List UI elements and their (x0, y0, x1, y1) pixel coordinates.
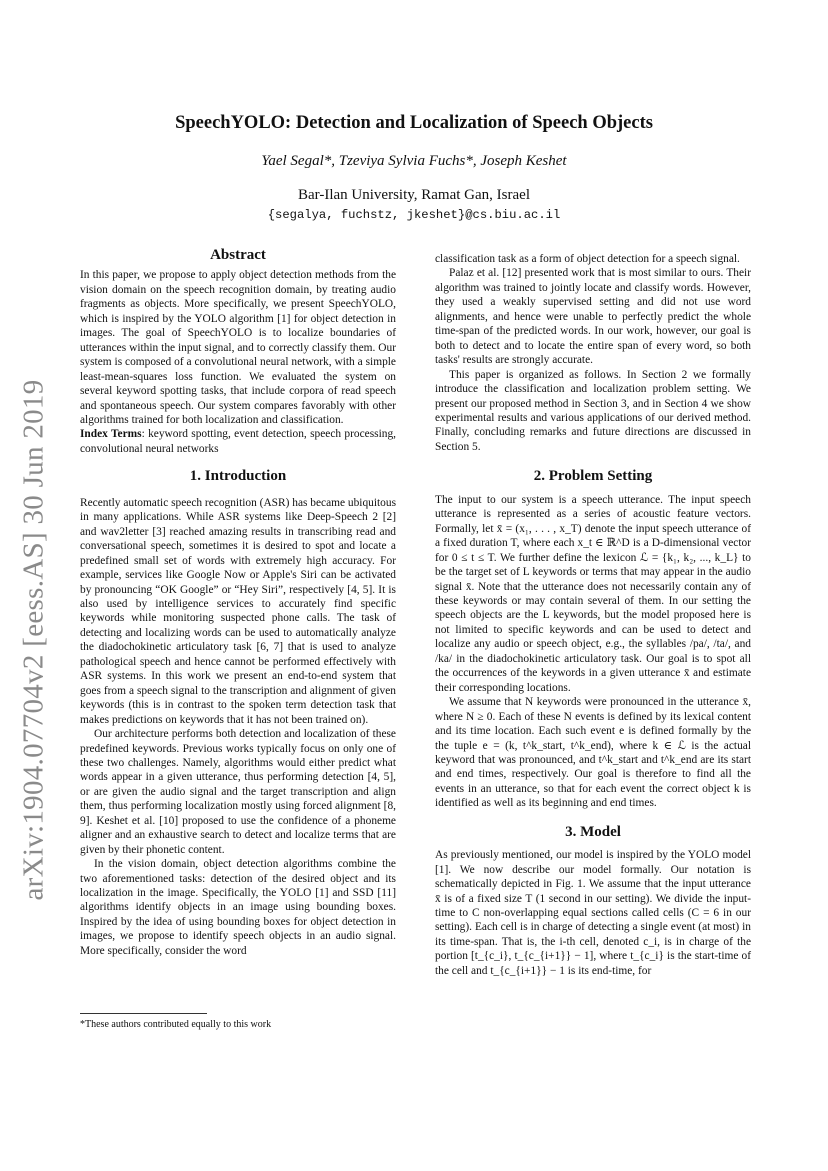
footnote-divider (80, 1013, 207, 1014)
index-terms-text: : keyword spotting, event detection, speech processing, convolutional neural networks (80, 428, 396, 455)
intro-paragraph-5: Palaz et al. [12] presented work that is most similar to ours. Their algorithm was trained to jointly locate and classify words. However, they used a weakly supervised setting and did not use word alignments, and hence were unable to perfectly predict the whole time-span of the predicted words. In our work, however, our goal is both to detect and to locate the entire span of every word, so both tasks' results are strongly accurate. (435, 267, 751, 367)
model-paragraph-1: As previously mentioned, our model is inspired by the YOLO model [1]. We now describe our model formally. Our notation is schematically depicted in Fig. 1. We assume that the input utterance x̄ is of a fixed size T (1 second in our setting). We divide the input-time to C non-overlapping equal sections called cells (C = 6 in our setting). Each cell is in charge of detecting a single event (at most) in its time-span. That is, the i-th cell, denoted c_i, is in charge of the portion [t_{c_i}, t_{c_{i+1}} − 1], where t_{c_i} is the start-time of the cell and t_{c_{i+1}} − 1 is its end-time, for (435, 849, 751, 977)
intro-paragraph-1: Recently automatic speech recognition (ASR) has became ubiquitous in many applications. While ASR systems like Deep-Speech 2 [2] and wav2letter [3] reached amazing results in transcribing read and conversational speech, sometimes it is desired to spot and locate a predefined small set of words with extremely high accuracy. For example, services like Google Now or Apple's Siri can be activated by pronouncing “OK Google” or “Hey Siri”, respectively [4, 5]. It is also used by intelligence services to accurately find specific keywords while monitoring suspected phone calls. The task of detecting and localizing words can be used to automatically analyze the diadochokinetic articulatory task [6, 7] that is used to analyze pathological speech and hence cannot be performed effectively with ASR systems. In this work we present an end-to-end system that goes from a speech signal to the transcription and alignment of given keywords (this is in contrast to the spoken term detection task that makes predictions on keywords that it has not been trained on). (80, 496, 397, 726)
footnote: *These authors contributed equally to this work (80, 1019, 272, 1030)
problem-paragraph-1: The input to our system is a speech utterance. The input speech utterance is represented as a series of acoustic feature vectors. Formally, let x̄ = (x₁, . . . , x_T) denote the input speech utterance of a fixed duration T, where each x_t ∈ ℝ^D is a D-dimensional vector for 0 ≤ t ≤ T. We further define the lexicon ℒ = {k₁, k₂, ..., k_L} to be the target set of L keywords or terms that may appear in the audio signal x̄. Note that the utterance does not necessarily contain any of these keywords or may contain several of them. In our setting the speech objects are the L keywords, but the model proposed here is not limited to specific keywords and can be used to detect and localize any audio or speech object, e.g., the syllables /pa/, /ta/, and /ka/ in the diadochokinetic articulatory task. Our goal is to spot all the occurrences of the keywords in a given utterance x̄ and estimate their corresponding locations. (435, 493, 751, 694)
problem-paragraph-2: We assume that N keywords were pronounced in the utterance x̄, where N ≥ 0. Each of these N events is defined by its lexical content and its time location. Each such event e is defined formally by the the tuple e = (k, t^k_start, t^k_end), where k ∈ ℒ is the actual keyword that was pronounced, and t^k_start and t^k_end are its start and end times, respectively. Our goal is therefore to find all the events in an utterance, so that for each event the correct object k is identified as well as its beginning and end times. (435, 696, 751, 810)
abstract-text: In this paper, we propose to apply object detection methods from the vision domain on the speech recognition domain, by treating audio fragments as objects. More specifically, we present SpeechYOLO, which is inspired by the YOLO algorithm [1] for object detection in images. The goal of SpeechYOLO is to localize boundaries of utterances within the input signal, and to correctly classify them. Our system is composed of a convolutional neural network, with a simple least-mean-squares loss function. We evaluated the system on several keyword spotting tasks, that include corpora of read speech and spontaneous speech. Our system compares favorably with other algorithms trained for both localization and classification. (80, 269, 396, 426)
arxiv-identifier (14, 260, 54, 1020)
paper-affiliation: Bar-Ilan University, Ramat Gan, Israel (298, 187, 530, 203)
intro-paragraph-2: Our architecture performs both detection and localization of these predefined keywords. Previous works typically focus on only one of these two challenges. Namely, algorithms would either predict what words appear in a given utterance, thus performing detection [4, 5], or are given the audio signal and the target transcription and align them, thus performing localization mostly using forced alignment [8, 9]. Keshet et al. [10] proposed to use the confidence of a phoneme aligner and an exhaustive search to detect and localize terms that are given by their phonetic content. (80, 728, 396, 856)
section-heading-problem-setting: 2. Problem Setting (533, 468, 653, 485)
abstract-heading: Abstract (210, 247, 266, 263)
right-column (435, 252, 751, 978)
paper-title: SpeechYOLO: Detection and Localization of Speech Objects (175, 113, 653, 133)
arxiv-id-text: arXiv:1904.07704v2 [eess.AS] 30 Jun 2019 (17, 379, 50, 901)
left-column (80, 248, 396, 958)
section-heading-introduction: 1. Introduction (189, 468, 287, 485)
index-terms-label: Index Terms (80, 428, 142, 441)
intro-paragraph-4: classification task as a form of object detection for a speech signal. (435, 253, 740, 265)
section-heading-model: 3. Model (565, 823, 621, 840)
paper-authors: Yael Segal*, Tzeviya Sylvia Fuchs*, Joseph Keshet (261, 153, 567, 169)
intro-paragraph-3: In the vision domain, object detection algorithms combine the two aforementioned tasks: detection of the desired object and its localization in the image. Specifically, the YOLO [1] and SSD [11] algorithms identify objects in an image using bounding boxes. Inspired by the idea of using bounding boxes for object detection in images, we propose to identify speech objects in an audio signal. More specifically, consider the word (80, 858, 396, 957)
index-terms (80, 427, 396, 456)
paper-emails: {segalya, fuchstz, jkeshet}@cs.biu.ac.il (267, 208, 561, 222)
intro-paragraph-6: This paper is organized as follows. In Section 2 we formally introduce the classification and localization problem setting. We present our proposed method in Section 3, and in Section 4 we show experimental results and various applications of our derived method. Finally, concluding remarks and future directions are discussed in Section 5. (435, 368, 751, 453)
